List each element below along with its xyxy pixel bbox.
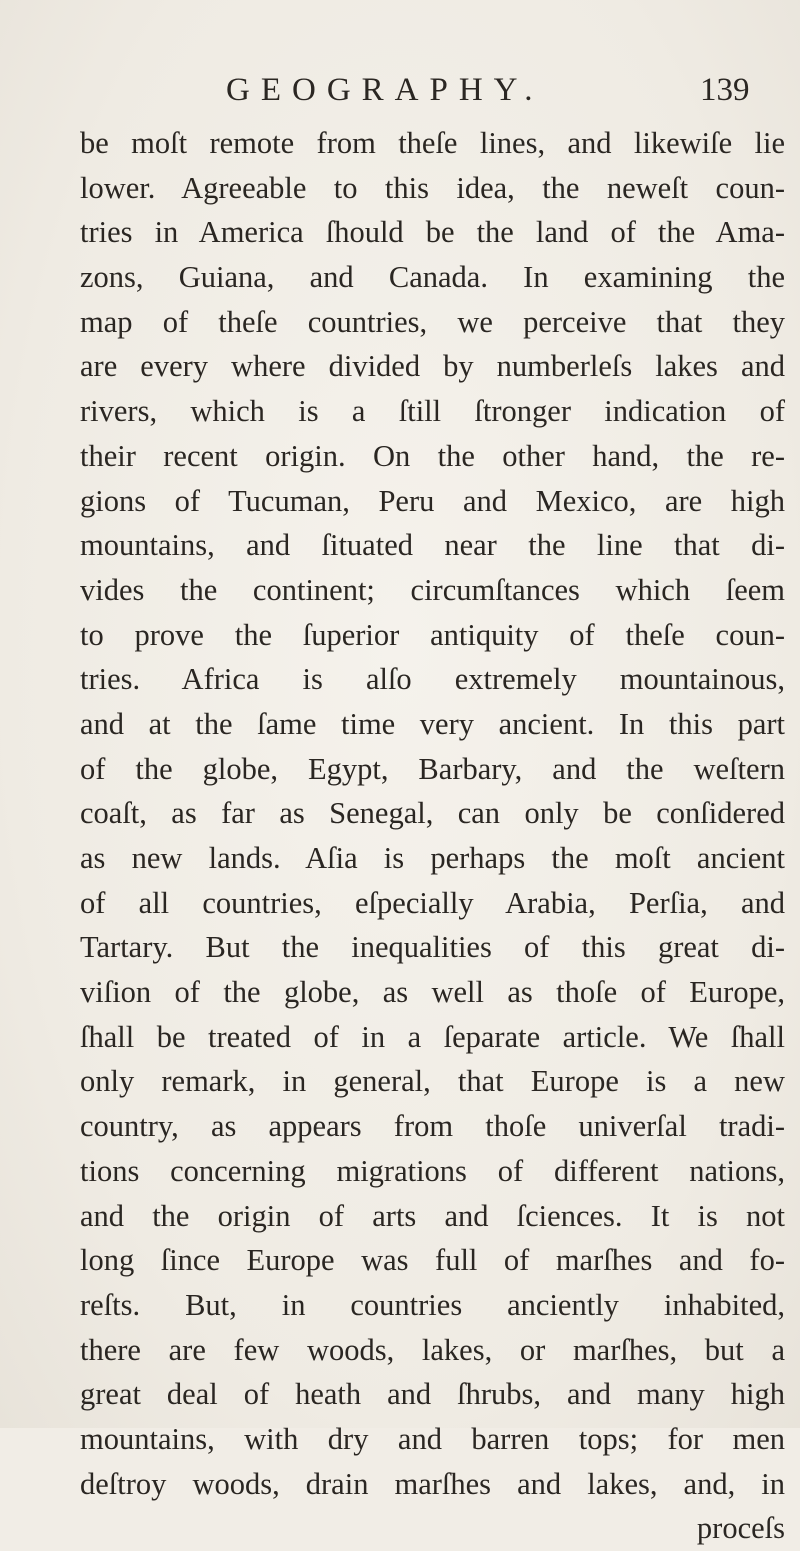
text-line: vides the continent; circumſtances which ſeem [80,572,785,607]
text-line: lower. Agreeable to this idea, the neweſt coun- [80,170,785,205]
catchword: proceſs [696,1511,785,1546]
text-line: mountains, with dry and barren tops; for men [80,1421,785,1456]
text-line: gions of Tucuman, Peru and Mexico, are high [80,483,785,518]
text-line: there are few woods, lakes, or marſhes, but a [80,1332,785,1367]
text-line: zons, Guiana, and Canada. In examining the [80,260,785,295]
text-line: ſhall be treated of in a ſeparate article. We ſhall [80,1019,785,1054]
text-line: tions concerning migrations of different nations, [80,1153,785,1188]
text-line: reſts. But, in countries anciently inhabited, [80,1287,785,1322]
page-number: 139 [700,72,750,108]
text-line: of all countries, eſpecially Arabia, Perſia, and [80,885,785,920]
text-line: map of theſe countries, we perceive that they [80,304,785,339]
running-title: GEOGRAPHY. [226,72,544,108]
text-line: only remark, in general, that Europe is a new [80,1064,785,1099]
text-line: long ſince Europe was full of marſhes and fo- [80,1243,785,1278]
text-line: tries in America ſhould be the land of the Ama- [80,215,785,250]
text-line: and at the ſame time very ancient. In this part [80,706,785,741]
text-line: Tartary. But the inequalities of this great di- [80,930,785,965]
text-line: be moſt remote from theſe lines, and likewiſe lie [80,126,785,160]
text-line: as new lands. Aſia is perhaps the moſt ancient [80,841,785,875]
text-line: deſtroy woods, drain marſhes and lakes, and, in [80,1466,785,1501]
text-line: country, as appears from thoſe univerſal tradi- [80,1109,785,1144]
text-line: tries. Africa is alſo extremely mountainous, [80,662,785,697]
text-line: rivers, which is a ſtill ſtronger indication of [80,394,785,429]
text-line: and the origin of arts and ſciences. It is not [80,1198,785,1233]
text-line: viſion of the globe, as well as thoſe of Europe, [80,975,785,1010]
text-line: to prove the ſuperior antiquity of theſe coun- [80,617,785,652]
text-line: their recent origin. On the other hand, the re- [80,438,785,473]
text-line: mountains, and ſituated near the line that di- [80,528,785,563]
body-text [80,121,785,1551]
text-line: are every where divided by numberleſs lakes and [80,349,785,384]
text-line: of the globe, Egypt, Barbary, and the weſtern [80,751,785,786]
text-line: great deal of heath and ſhrubs, and many high [80,1377,785,1412]
text-line: coaſt, as far as Senegal, can only be conſidered [80,796,785,831]
